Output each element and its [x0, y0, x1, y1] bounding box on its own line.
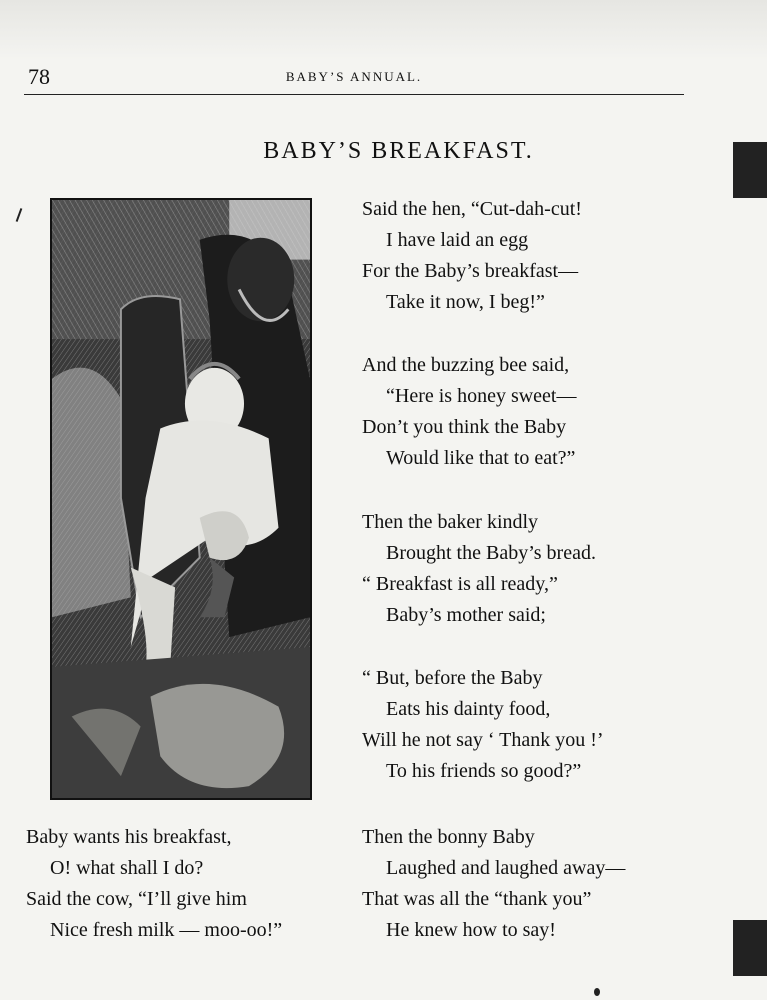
- verse-line: Nice fresh milk — moo-oo!”: [50, 919, 283, 941]
- page-edge-tab: [733, 142, 767, 198]
- verse-line: Then the baker kindly: [362, 511, 539, 533]
- verse-line: Brought the Baby’s bread.: [386, 542, 596, 564]
- verse-line: Take it now, I beg!”: [386, 291, 545, 313]
- page-header: [24, 64, 684, 95]
- verse-line: That was all the “thank you”: [362, 888, 592, 910]
- verse-line: Would like that to eat?”: [386, 447, 576, 469]
- stanza-bee: [362, 350, 577, 474]
- baby-illustration: [50, 198, 312, 800]
- verse-line: Said the cow, “I’ll give him: [26, 888, 247, 910]
- ink-mark: [594, 988, 600, 996]
- verse-line: Will he not say ‘ Thank you !’: [362, 729, 604, 751]
- verse-line: Said the hen, “Cut-dah-cut!: [362, 198, 582, 220]
- page-number: 78: [28, 64, 50, 89]
- verse-line: “Here is honey sweet—: [386, 385, 577, 407]
- verse-line: O! what shall I do?: [50, 857, 204, 879]
- page-edge-tab: [733, 920, 767, 976]
- engraving-image: [52, 200, 310, 798]
- verse-line: I have laid an egg: [386, 229, 529, 251]
- stanza-hen: [362, 194, 582, 318]
- running-title: BABY’S ANNUAL.: [285, 69, 423, 84]
- verse-line: Don’t you think the Baby: [362, 416, 567, 438]
- stanza-thank-you: [362, 663, 604, 787]
- verse-line: And the buzzing bee said,: [362, 354, 570, 376]
- stanza-cow: [26, 822, 282, 946]
- verse-line: Eats his dainty food,: [386, 698, 551, 720]
- verse-line: To his friends so good?”: [386, 760, 582, 782]
- verse-line: “ Breakfast is all ready,”: [362, 573, 558, 595]
- verse-line: Baby’s mother said;: [386, 604, 546, 626]
- paper-edge: [0, 0, 767, 60]
- stanza-baker: [362, 507, 596, 631]
- verse-line: “ But, before the Baby: [362, 667, 543, 689]
- verse-line: Laughed and laughed away—: [386, 857, 626, 879]
- verse-line: Baby wants his breakfast,: [26, 826, 232, 848]
- poem-title: BABY’S BREAKFAST.: [263, 138, 534, 164]
- verse-line: Then the bonny Baby: [362, 826, 535, 848]
- verse-line: For the Baby’s breakfast—: [362, 260, 579, 282]
- verse-line: He knew how to say!: [386, 919, 556, 941]
- ink-mark: [16, 208, 23, 222]
- stanza-bonny-baby: [362, 822, 625, 946]
